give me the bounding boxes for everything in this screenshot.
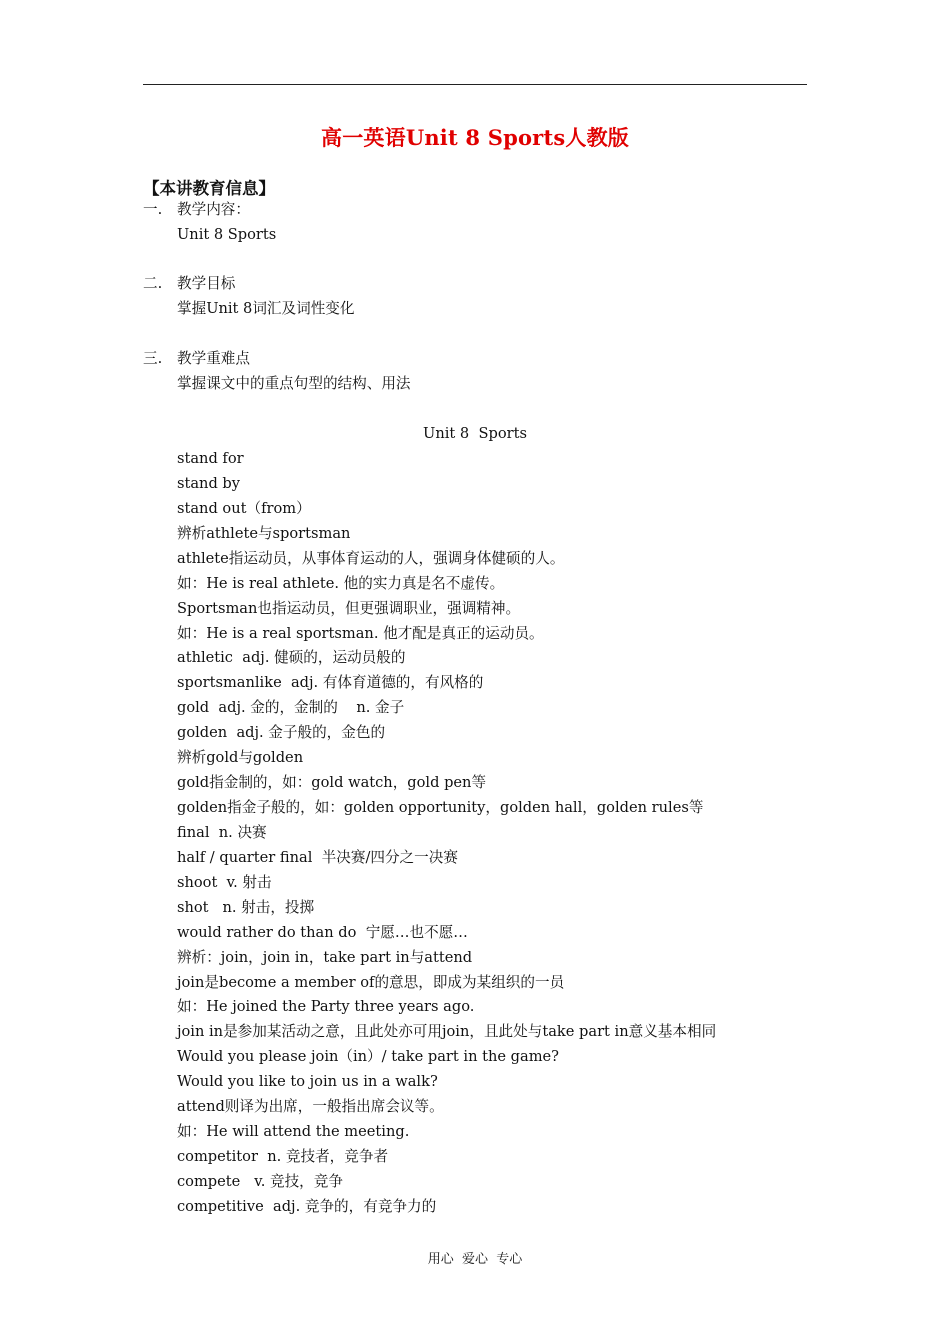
content-line: would rather do than do 宁愿…也不愿… [177, 923, 468, 941]
content-line: gold adj. 金的，金制的 n. 金子 [177, 699, 405, 717]
content-line: 辨析：join，join in，take part in与attend [177, 948, 473, 966]
item-heading-1: 教学内容： [177, 201, 250, 218]
content-line: sportsmanlike adj. 有体育道德的，有风格的 [177, 674, 484, 692]
content-line: athletic adj. 健硕的，运动员般的 [177, 649, 406, 667]
unit-heading: Unit 8 Sports [423, 425, 527, 442]
item-number-1: 一. [143, 201, 163, 218]
item-detail-2: 掌握Unit 8词汇及词性变化 [177, 300, 355, 317]
content-line: compete v. 竞技，竞争 [177, 1172, 343, 1190]
content-line: Would you like to join us in a walk? [177, 1073, 438, 1091]
content-line: half / quarter final 半决赛/四分之一决赛 [177, 848, 458, 866]
content-line: stand by [177, 474, 241, 492]
content-line: Would you please join（in）/ take part in the game? [177, 1048, 560, 1066]
content-line: Sportsman也指运动员，但更强调职业，强调精神。 [177, 599, 521, 617]
content-line: golden adj. 金子般的，金色的 [177, 724, 386, 742]
header-rule [143, 84, 807, 85]
content-line: 如：He is real athlete. 他的实力真是名不虚传。 [177, 574, 505, 592]
content-line: 如：He will attend the meeting. [177, 1123, 410, 1141]
content-line: gold指金制的，如：gold watch，gold pen等 [177, 774, 487, 792]
item-heading-3: 教学重难点 [177, 350, 250, 367]
content-line: stand for [177, 450, 244, 467]
content-line: 辨析athlete与sportsman [177, 524, 351, 542]
item-detail-3: 掌握课文中的重点句型的结构、用法 [177, 375, 411, 392]
page-footer: 用心 爱心 专心 [427, 1252, 523, 1267]
content-line: stand out（from） [177, 499, 311, 517]
item-detail-1: Unit 8 Sports [177, 226, 277, 243]
content-line: competitive adj. 竞争的，有竞争力的 [177, 1197, 437, 1215]
content-line: 如：He is a real sportsman. 他才配是真正的运动员。 [177, 624, 544, 642]
content-line: shot n. 射击，投掷 [177, 898, 315, 916]
content-line: golden指金子般的，如：golden opportunity，golden hall，golden rules等 [177, 799, 704, 817]
document-title: 高一英语Unit 8 Sports人教版 [321, 125, 629, 150]
content-line: 辨析gold与golden [177, 749, 304, 767]
item-heading-2: 教学目标 [177, 275, 236, 292]
content-line: 如：He joined the Party three years ago. [177, 998, 475, 1016]
section-heading: 【本讲教育信息】 [143, 179, 275, 198]
content-line: athlete指运动员，从事体育运动的人，强调身体健硕的人。 [177, 549, 565, 567]
content-line: competitor n. 竞技者，竞争者 [177, 1148, 389, 1166]
content-line: join in是参加某活动之意，且此处亦可用join，且此处与take part in意义基本相同 [177, 1023, 717, 1041]
content-line: final n. 决赛 [177, 823, 267, 841]
content-line: attend则译为出席，一般指出席会议等。 [177, 1098, 444, 1116]
item-number-2: 二. [143, 275, 163, 292]
content-line: join是become a member of的意思，即成为某组织的一员 [177, 973, 565, 991]
content-line: shoot v. 射击 [177, 873, 272, 891]
item-number-3: 三. [143, 350, 163, 367]
